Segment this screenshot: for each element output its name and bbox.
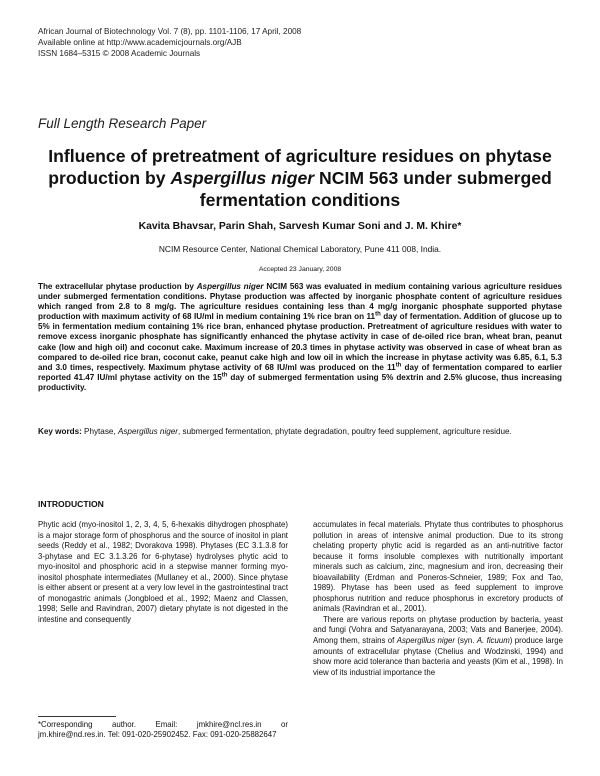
abstract-text: day of submerged fermentation using 5% dextrin and 2.5% glucose, thus increasing productivity. [38,372,562,392]
paper-type: Full Length Research Paper [38,116,207,131]
intro-species: A. ficuum [476,636,510,646]
paper-title [40,145,560,211]
ordinal-superscript: th [221,372,228,379]
title-species: Aspergillus niger [170,168,315,188]
footnote-rule [38,716,116,717]
keywords-text: , submerged fermentation, phytate degradation, poultry feed supplement, agriculture residue. [178,427,512,436]
accepted-date: Accepted 23 January, 2008 [258,266,342,273]
keywords-text: Phytase, [81,427,118,436]
title-part-2: NCIM 563 under submerged fermentation conditions [199,168,552,210]
author-list: Kavita Bhavsar, Parin Shah, Sarvesh Kumar Soni and J. M. Khire* [138,221,462,232]
corresponding-author-footnote: *Corresponding author. Email: jmkhire@ncl.res.in or jm.khire@nd.res.in. Tel: 091-020-25902452. Fax: 091-020-25882647 [38,720,288,740]
affiliation: NCIM Resource Center, National Chemical Laboratory, Pune 411 008, India. [158,244,442,254]
introduction-heading: INTRODUCTION [38,499,104,509]
journal-header [38,26,301,59]
ordinal-superscript: th [375,311,381,318]
abstract [38,282,562,393]
journal-url-line: Available online at http://www.academicjournals.org/AJB [38,38,242,47]
intro-text: There are various reports on phytase production by bacteria, yeast and fungi (Vohra and Satyanarayana, 2003; Vats and Banerjee, 2004). Among them, strains of [313,614,563,646]
abstract-text: NCIM 563 was evaluated in medium containing various agriculture residues under submerged fermentation conditions. Phytase production was affected by inorganic phosphate content of agriculture residues which ranged from 2.8 to 8 mg/g. The agriculture residues containing less than 4 mg/g inorganic phosphate supported phytase production with maximum activity of 68 IU/ml in medium containing 1% rice bran on 11 [38,282,562,322]
journal-citation: African Journal of Biotechnology Vol. 7 (8), pp. 1101-1106, 17 April, 2008 [38,27,302,36]
intro-text: (syn. [454,636,477,646]
right-column [313,520,563,678]
abstract-text: The extracellular phytase production by [38,282,197,291]
intro-text: ) produce large amounts of extracellular phytase (Chelius and Wodzinski, 1994) and show more acid tolerance than bacteria and yeasts (Kim et al., 1998). In view of its industrial importance the [313,636,563,677]
intro-species: Aspergillus niger [396,636,455,646]
intro-paragraph: accumulates in fecal materials. Phytate thus contributes to phosphorus pollution in areas of intensive animal production. Due to its strong chelating property phytic acid is regarded as an anti-nutritive factor because it forms insoluble complexes with nutritionally important minerals such as calcium, zinc, magnesium and iron, decreasing their bioavailability (Erdman and Poneros-Schneier, 1989; Fox and Tao, 1989). Phytase has been used as feed supplement to improve phosphorus nutrition and reduce phosphorus in excretory products of animals (Ravindran et al., 2001). [313,520,563,614]
keywords-species: Aspergillus niger [117,427,179,436]
abstract-species: Aspergillus niger [196,282,264,291]
intro-paragraph [313,615,563,678]
keywords [38,427,562,438]
left-column [38,520,288,625]
abstract-text: day of fermentation compared to earlier reported 41.47 IU/ml phytase activity on the 15 [38,362,562,382]
title-part-1: Influence of pretreatment of agriculture residues on phytase production by [48,146,552,188]
intro-paragraph: Phytic acid (myo-inositol 1, 2, 3, 4, 5, 6-hexakis dihydrogen phosphate) is a major storage form of phosphorus and the source of inositol in plant seeds (Reddy et al., 1982; Dvorakova 1998). Phytases (EC 3.1.3.8 for 3-phytase and EC 3.1.3.26 for 6-phytase) hydrolyses phytic acid to myo-inositol and phosphoric acid in a stepwise manner forming myo-inositol phosphate intermediates (Mullaney et al., 2000). Since phytase is either absent or present at a very low level in the gastrointestinal tract of monogastric animals (Jongbloed et al., 1992; Maenz and Classen, 1998; Selle and Ravindran, 2007) dietary phytate is not digested in the intestine and consequently [38,520,288,624]
abstract-text: day of fermentation. Addition of glucose up to 5% in fermentation medium containing 1% rice bran, enhanced phytase production. Pretreatment of agriculture residues with water to remove excess inorganic phosphate has significantly enhanced the phytase activity in case of de-oiled rice bran, wheat bran, peanut cake (low and high oil) and coconut cake. Maximum increase of 20.3 times in phytase activity was observed in case of wheat bran as compared to de-oiled rice bran, coconut cake, peanut cake high and low oil in which the increase in phytase activity was 6.85, 6.1, 5.3 and 3.0 times, respectively. Maximum phytase activity of 68 IU/ml was produced on the 11 [38,312,562,372]
ordinal-superscript: th [395,362,402,369]
issn-line: ISSN 1684–5315 © 2008 Academic Journals [38,49,201,58]
keywords-label: Key words: [38,427,82,436]
